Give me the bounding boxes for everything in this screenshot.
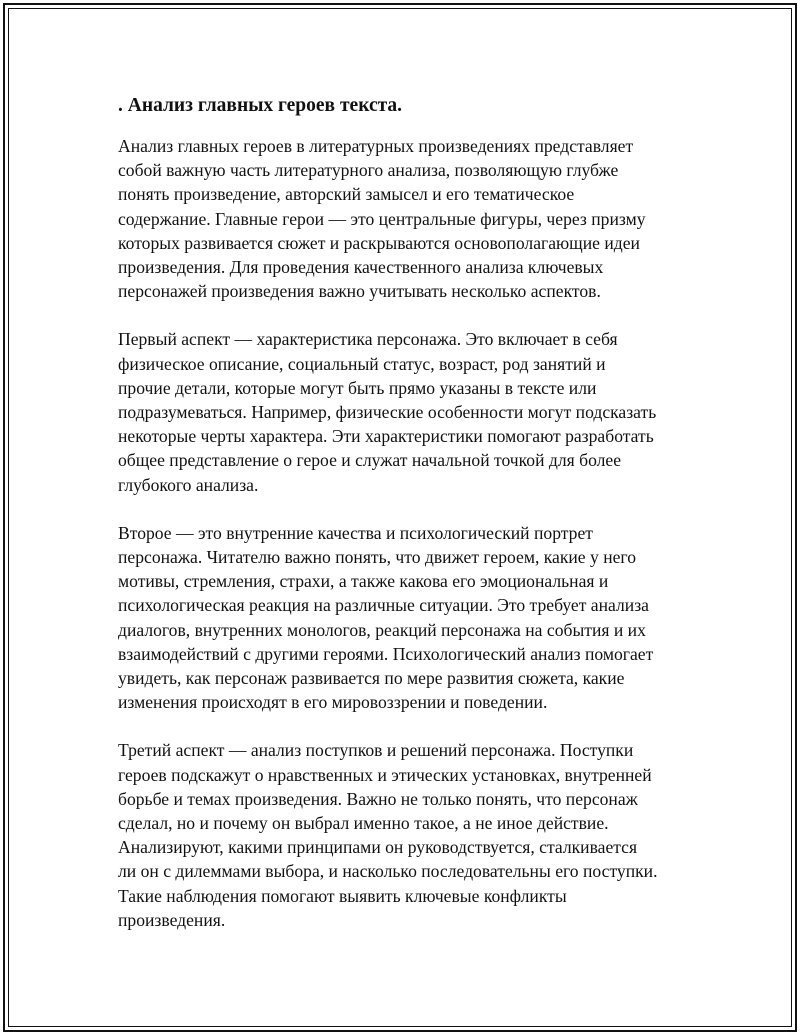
text-line: некоторые черты характера. Эти характеристики помогают разработать — [118, 426, 654, 447]
text-line: общее представление о герое и служат начальной точкой для более — [118, 450, 622, 471]
text-line: психологическая реакция на различные ситуации. Это требует анализа — [118, 595, 649, 616]
text-line: героев подскажут о нравственных и этических установках, внутренней — [118, 764, 652, 785]
text-line: Анализ главных героев в литературных произведениях представляет — [118, 136, 634, 156]
text-line: персонажа. Читателю важно понять, что движет героем, какие у него — [118, 547, 637, 568]
text-line: изменения происходят в его мировоззрении и поведении. — [118, 692, 548, 713]
text-line: которых развивается сюжет и раскрываются основополагающие идеи — [118, 232, 640, 253]
text-line: Анализируют, какими принципами он руководствуется, сталкивается — [118, 837, 638, 858]
text-line: мотивы, стремления, страхи, а также какова его эмоциональная и — [118, 571, 609, 592]
text-line: произведения. — [118, 909, 226, 930]
text-line: физическое описание, социальный статус, возраст, род занятий и — [118, 353, 606, 374]
text-line: собой важную часть литературного анализа, позволяющую глубже — [118, 160, 619, 181]
text-line: Первый аспект — характеристика персонажа. Это включает в себя — [118, 329, 618, 350]
text-line: содержание. Главные герои — это центральные фигуры, через призму — [118, 208, 646, 229]
text-line: персонажей произведения важно учитывать несколько аспектов. — [118, 281, 601, 302]
text-line: Такие наблюдения помогают выявить ключевые конфликты — [118, 885, 567, 906]
text-line: борьбе и темах произведения. Важно не только понять, что персонаж — [118, 788, 638, 809]
text-line: глубокого анализа. — [118, 474, 259, 495]
text-line: Третий аспект — анализ поступков и решений персонажа. Поступки — [118, 740, 634, 761]
document-body — [118, 93, 698, 956]
text-line: увидеть, как персонаж развивается по мере развития сюжета, какие — [118, 668, 625, 689]
paragraph-intro — [118, 134, 698, 303]
text-line: подразумеваться. Например, физические особенности могут подсказать — [118, 402, 657, 423]
paragraph-second-aspect — [118, 521, 698, 715]
text-line: понять произведение, авторский замысел и его тематическое — [118, 184, 575, 205]
paragraph-third-aspect — [118, 738, 698, 932]
paragraph-first-aspect — [118, 327, 698, 496]
text-line: сделал, но и почему он выбрал именно такое, а не иное действие. — [118, 813, 609, 834]
text-line: произведения. Для проведения качественного анализа ключевых — [118, 257, 604, 278]
text-line: взаимодействий с другими героями. Психологический анализ помогает — [118, 643, 654, 664]
text-line: диалогов, внутренних монологов, реакций персонажа на события и их — [118, 619, 646, 640]
text-line: прочие детали, которые могут быть прямо указаны в тексте или — [118, 377, 597, 398]
section-heading: . Анализ главных героев текста. — [118, 95, 403, 116]
text-line: ли он с дилеммами выбора, и насколько последовательны его поступки. — [118, 861, 658, 882]
text-line: Второе — это внутренние качества и психологический портрет — [118, 522, 593, 543]
